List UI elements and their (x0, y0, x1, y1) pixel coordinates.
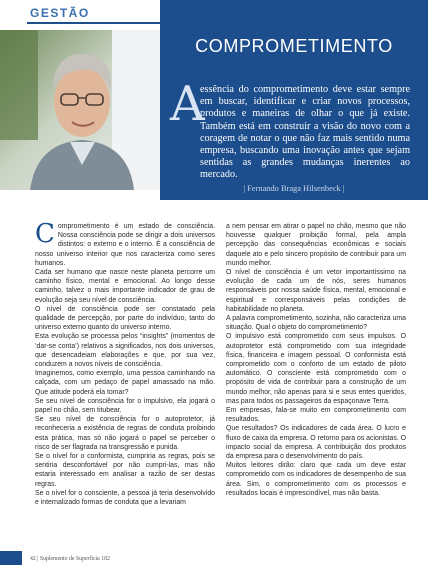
paragraph: Muitos leitores dirão: claro que cada um deve estar comprometido com os indicadores de desempenho de sua área. Sim, o comprometimento com os processos e resultados locais é imprescindível, mas não basta. (226, 462, 406, 497)
paragraph: Se o nível for o consciente, a pessoa já teria desenvolvido e internalizado formas de conduta que a levariam (35, 489, 215, 507)
intro-dropcap: A (170, 76, 205, 132)
article-title: COMPROMETIMENTO (195, 36, 393, 56)
author-byline: | Fernando Braga Hilsenbeck | (243, 184, 345, 193)
author-photo (0, 30, 160, 190)
paragraph: Imaginemos, como exemplo, uma pessoa caminhando na calçada, com um pedaço de papel amassado na mão. Que atitude poderá ela tomar? (35, 370, 215, 396)
paragraph: a nem pensar em atirar o papel no chão, mesmo que não houvesse qualquer proibição formal, pela ampla percepção das consequências econômicas e sociais daquele ato e pelo sincero propósito de contribuir para um mundo melhor. (226, 223, 406, 267)
paragraph: Se seu nível de consciência for o autoprotetor, já reconheceria a existência de regras de conduta proibindo esta prática, mas só não jogará o papel se perceber o risco de ser flagrada na transgressão e punida. (35, 416, 215, 451)
paragraph: O nível de consciência pode ser constatado pela qualidade de percepção, por parte do indivíduo, tanto do universo externo quanto do universo interno. (35, 305, 215, 332)
page-footer: 42 | Suplemento de Superfícia 182 (30, 556, 110, 562)
paragraph: O nível de consciência é um vetor importantíssimo na evolução de cada um de nós, seres humanos responsáveis por nossa saúde física, mental, emocional e espiritual e corresponsáveis pelas condições de habitabilidade no planeta. (226, 269, 406, 313)
portrait-image (0, 30, 160, 190)
paragraph: Em empresas, fala-se muito em comprometimento com resultados. (226, 407, 406, 424)
section-label: GESTÃO (30, 6, 90, 20)
intro-text: essência do comprometimento deve estar sempre em buscar, identificar e criar novos processos, produtos e maneiras de olhar o que já existe. Também está em construir a visão do novo com a coragem de notar o que não faz mais sentido numa empresa, buscando uma inovação antes que sejam sentidas as grandes mudanças inerentes ao mercado. (200, 84, 410, 181)
body-column-left (35, 219, 215, 507)
paragraph: Que resultados? Os indicadores de cada área. O lucro e fluxo de caixa da empresa. O retorno para os acionistas. O impacto social da empresa. A contribuição dos produtos da empresa para o desenvolvimento do país. (226, 425, 407, 461)
paragraph: Esta evolução se processa pelos “insights” (momentos de ‘dar-se conta’) relativos a significados, nos dois universos, que desencadeiam elaborações e que, por sua vez, conduzem a novos níveis de consciência. (35, 333, 215, 369)
paragraph: Se seu nível de consciência for o impulsivo, ela jogará o papel no chão, sem titubear. (35, 397, 215, 415)
section-rule (27, 22, 160, 24)
paragraph: Comprometimento é um estado de consciência. Nossa consciência pode se dirigir a dois universos distintos: o externo e o interno. É a consciência de nosso universo interior que nos caracteriza como seres humanos. (35, 219, 215, 267)
footer-bar (0, 551, 22, 565)
paragraph: A palavra comprometimento, sozinha, não caracteriza uma situação. Qual o objeto do comprometimento? (226, 315, 406, 332)
paragraph: O impulsivo está comprometido com seus impulsos. O autoprotetor está comprometido com sua integridade física, financeira e imagem pessoal. O conformista está comprometido com o conforto de um estado de piloto automático. O consciente está comprometido com o propósito de vida de contribuir para a construção de um mundo melhor, não apenas para si e seus entes queridos, mas para todos os passageiros da espaçonave Terra. (226, 333, 406, 405)
paragraph: Se o nível for o conformista, cumpriria as regras, pois se sentiria desconfortável por não cumpri-las, mas não estaria interessado em analisar a razão de ser destas regras. (35, 453, 215, 488)
paragraph: Cada ser humano que nasce neste planeta percorre um caminho físico, mental e emocional. Ao longo desse caminho, talvez o mais importante indicador de grau de evolução seja seu nível de consciência. (35, 269, 215, 304)
body-column-right (226, 222, 406, 498)
